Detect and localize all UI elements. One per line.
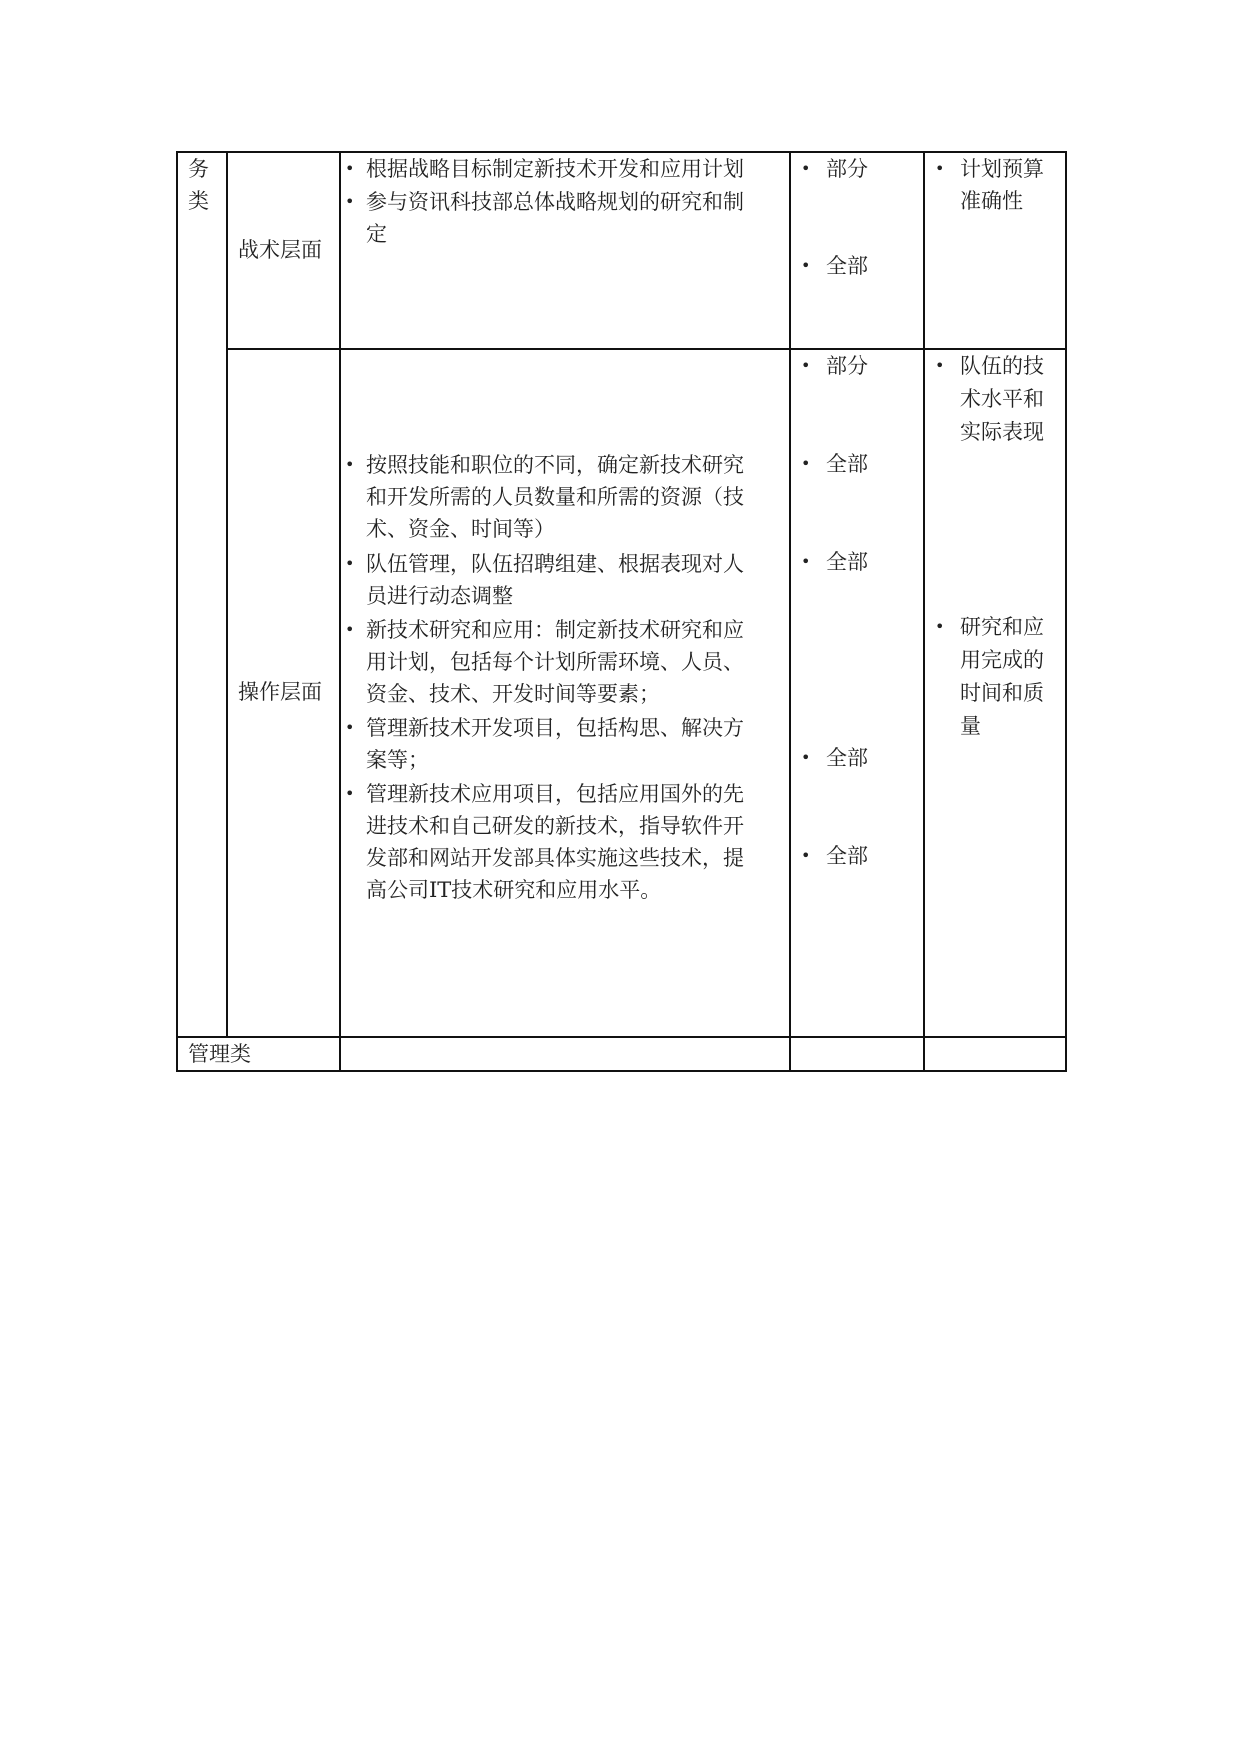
authority-item: 全部 bbox=[826, 254, 868, 278]
bullet-icon: • bbox=[935, 356, 945, 375]
kpi-line: 队伍的技 bbox=[960, 354, 1044, 378]
authority-item: 部分 bbox=[826, 157, 868, 181]
kpi-line: 计划预算 bbox=[960, 157, 1044, 181]
duty-line: 案等； bbox=[366, 748, 429, 772]
duty-line: 进技术和自己研发的新技术，指导软件开 bbox=[366, 814, 744, 838]
duty-line: 新技术研究和应用：制定新技术研究和应 bbox=[366, 618, 744, 642]
duty-line: 发部和网站开发部具体实施这些技术，提 bbox=[366, 846, 744, 870]
bullet-icon: • bbox=[801, 748, 811, 767]
duty-line: 按照技能和职位的不同，确定新技术研究 bbox=[366, 453, 744, 477]
duty-line: 管理新技术开发项目，包括构思、解决方 bbox=[366, 716, 744, 740]
kpi-line: 研究和应 bbox=[960, 615, 1044, 639]
column-divider-3 bbox=[789, 151, 791, 1072]
duty-line: 队伍管理，队伍招聘组建、根据表现对人 bbox=[366, 552, 744, 576]
row-divider-bottom bbox=[176, 1036, 1067, 1038]
level-label-tactical: 战术层面 bbox=[238, 238, 322, 262]
bullet-icon: • bbox=[801, 454, 811, 473]
duty-line: 参与资讯科技部总体战略规划的研究和制 bbox=[366, 190, 744, 214]
bullet-icon: • bbox=[801, 356, 811, 375]
kpi-line: 实际表现 bbox=[960, 420, 1044, 444]
duty-line: 和开发所需的人员数量和所需的资源（技 bbox=[366, 485, 744, 509]
bullet-icon: • bbox=[801, 846, 811, 865]
authority-item: 全部 bbox=[826, 844, 868, 868]
duty-line: 根据战略目标制定新技术开发和应用计划 bbox=[366, 157, 744, 181]
duty-line: 管理新技术应用项目，包括应用国外的先 bbox=[366, 782, 744, 806]
bullet-icon: • bbox=[801, 159, 811, 178]
bullet-icon: • bbox=[801, 256, 811, 275]
column-divider-1 bbox=[226, 151, 228, 1038]
bullet-icon: • bbox=[345, 159, 355, 178]
kpi-line: 时间和质 bbox=[960, 681, 1044, 705]
duty-line: 高公司IT技术研究和应用水平。 bbox=[366, 878, 662, 902]
column-divider-2 bbox=[339, 151, 341, 1072]
table-bottom-border bbox=[176, 1070, 1067, 1072]
bullet-icon: • bbox=[345, 455, 355, 474]
duty-line: 资金、技术、开发时间等要素； bbox=[366, 682, 660, 706]
column-divider-4 bbox=[923, 151, 925, 1072]
table-right-border bbox=[1065, 151, 1067, 1072]
bullet-icon: • bbox=[345, 784, 355, 803]
bullet-icon: • bbox=[345, 554, 355, 573]
kpi-line: 准确性 bbox=[960, 189, 1023, 213]
duty-line: 员进行动态调整 bbox=[366, 584, 513, 608]
bullet-icon: • bbox=[345, 620, 355, 639]
category-label-management: 管理类 bbox=[188, 1042, 251, 1066]
bullet-icon: • bbox=[345, 718, 355, 737]
table-left-border bbox=[176, 151, 178, 1072]
duty-line: 术、资金、时间等） bbox=[366, 517, 555, 541]
authority-item: 全部 bbox=[826, 746, 868, 770]
category-label: 务类 bbox=[188, 157, 209, 213]
authority-item: 部分 bbox=[826, 354, 868, 378]
kpi-line: 量 bbox=[960, 714, 981, 738]
duty-line: 用计划，包括每个计划所需环境、人员、 bbox=[366, 650, 744, 674]
bullet-icon: • bbox=[935, 159, 945, 178]
authority-item: 全部 bbox=[826, 550, 868, 574]
duty-line: 定 bbox=[366, 222, 387, 246]
authority-item: 全部 bbox=[826, 452, 868, 476]
bullet-icon: • bbox=[801, 552, 811, 571]
bullet-icon: • bbox=[345, 192, 355, 211]
level-label-operational: 操作层面 bbox=[238, 680, 322, 704]
kpi-line: 术水平和 bbox=[960, 387, 1044, 411]
bullet-icon: • bbox=[935, 617, 945, 636]
kpi-line: 用完成的 bbox=[960, 648, 1044, 672]
